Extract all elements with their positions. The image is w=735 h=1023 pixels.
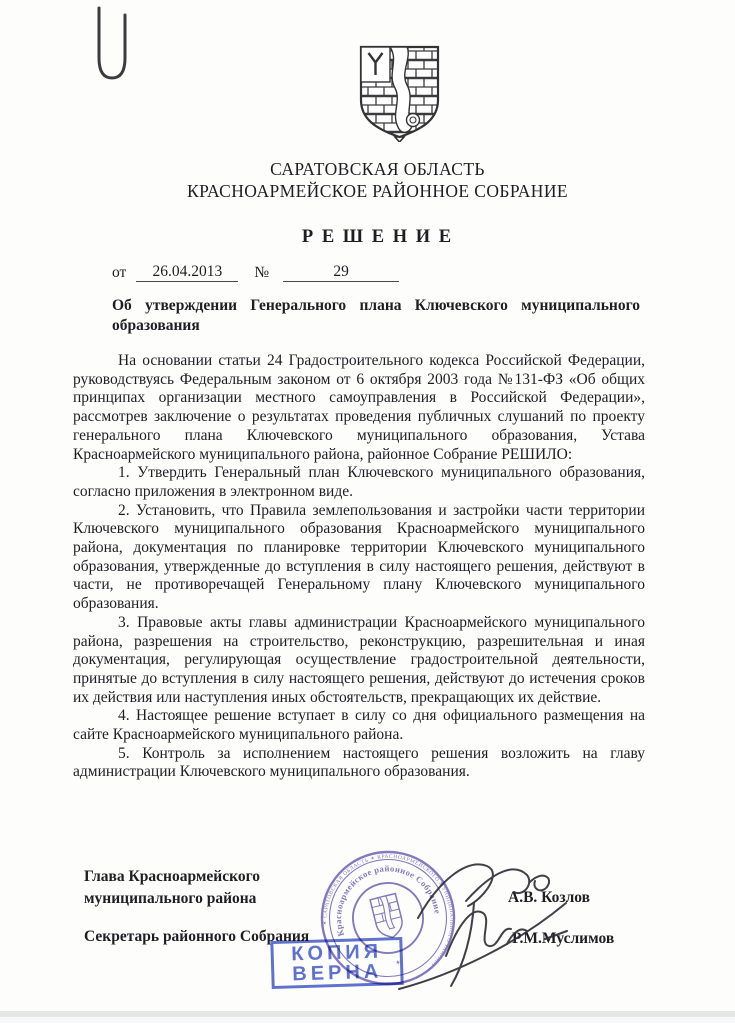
body-paragraph-item-1: 1. Утвердить Генеральный план Ключевского муниципального образования, согласно приложения в электронном виде. [73, 464, 645, 500]
from-label: от [112, 264, 127, 281]
signer-name: А.В. Козлов [508, 889, 591, 906]
scan-edge-margin [0, 1017, 735, 1023]
copy-verified-stamp [270, 937, 403, 989]
stamp-inner-ring-text: Красноармейское районное Собрание [333, 863, 443, 938]
authority-name: КРАСНОАРМЕЙСКОЕ РАЙОННОЕ СОБРАНИЕ [187, 181, 568, 201]
number-label: № [254, 264, 270, 281]
document-number: 29 [283, 263, 399, 282]
org-header [10, 158, 735, 202]
signer-role: Секретарь районного Собрания [84, 928, 310, 945]
body-paragraph-preamble: На основании статьи 24 Градостроительного кодекса Российской Федерации, руководствуясь Федеральным законом от 6 октября 2003 года №131-ФЗ «Об общих принципах организации местного самоуправления в Российской Федерации», рассмотрев заключение о результатах проведения публичных слушаний по проекту генерального плана Ключевского муниципального образования, Устава Красноармейского муниципального района, районное Собрание РЕШИЛО: [73, 352, 645, 463]
signer-role: Глава Красноармейского муниципального района [84, 868, 260, 907]
document-body [73, 352, 645, 782]
coat-of-arms-icon [352, 42, 447, 142]
handwritten-signatures [390, 845, 640, 1000]
signer-name: Р.М.Муслимов [512, 930, 615, 947]
region-name: САРАТОВСКАЯ ОБЛАСТЬ [270, 159, 485, 179]
body-paragraph-item-4: 4. Настоящее решение вступает в силу со дня официального размещения на сайте Красноармейского муниципального района. [73, 707, 645, 744]
stamp-outer-ring-text: ✶ САРАТОВСКАЯ ОБЛАСТЬ ✶ КРАСНОАРМЕЙСКОГО МУНИЦИПАЛЬНОГО РАЙОНА [322, 853, 455, 968]
svg-text:✶: ✶ [394, 958, 402, 968]
document-title: Р Е Ш Е Н И Е [301, 227, 454, 247]
document-date: 26.04.2013 [136, 263, 238, 282]
copy-stamp-line1: КОПИЯ [290, 940, 383, 966]
body-paragraph-item-3: 3. Правовые акты главы администрации Красноармейского муниципального района, разрешения на строительство, реконструкцию, разрешительная и иная документация, регулирующая осуществление градостроительной деятельности, принятые до вступления в силу настоящего решения, действуют до истечения сроков их действия или наступления иных обстоятельств, прекращающих их действие. [73, 613, 645, 706]
document-subject: Об утверждении Генерального плана Ключевского муниципального образования [112, 297, 640, 334]
meta-line [112, 263, 399, 282]
copy-stamp-line2: ВЕРНА [291, 960, 383, 986]
body-paragraph-item-2: 2. Установить, что Правила землепользования и застройки части территории Ключевского муниципального образования Красноармейского муниципального района, документация по планировке территории Ключевского муниципального образования, утвержденные до вступления в силу настоящего решения, действуют в части, не противоречащей Генеральному плану Ключевского муниципального образования. [73, 501, 645, 613]
body-paragraph-item-5: 5. Контроль за исполнением настоящего решения возложить на главу администрации Ключевского муниципального образования. [73, 744, 645, 781]
paperclip-icon [92, 2, 136, 92]
